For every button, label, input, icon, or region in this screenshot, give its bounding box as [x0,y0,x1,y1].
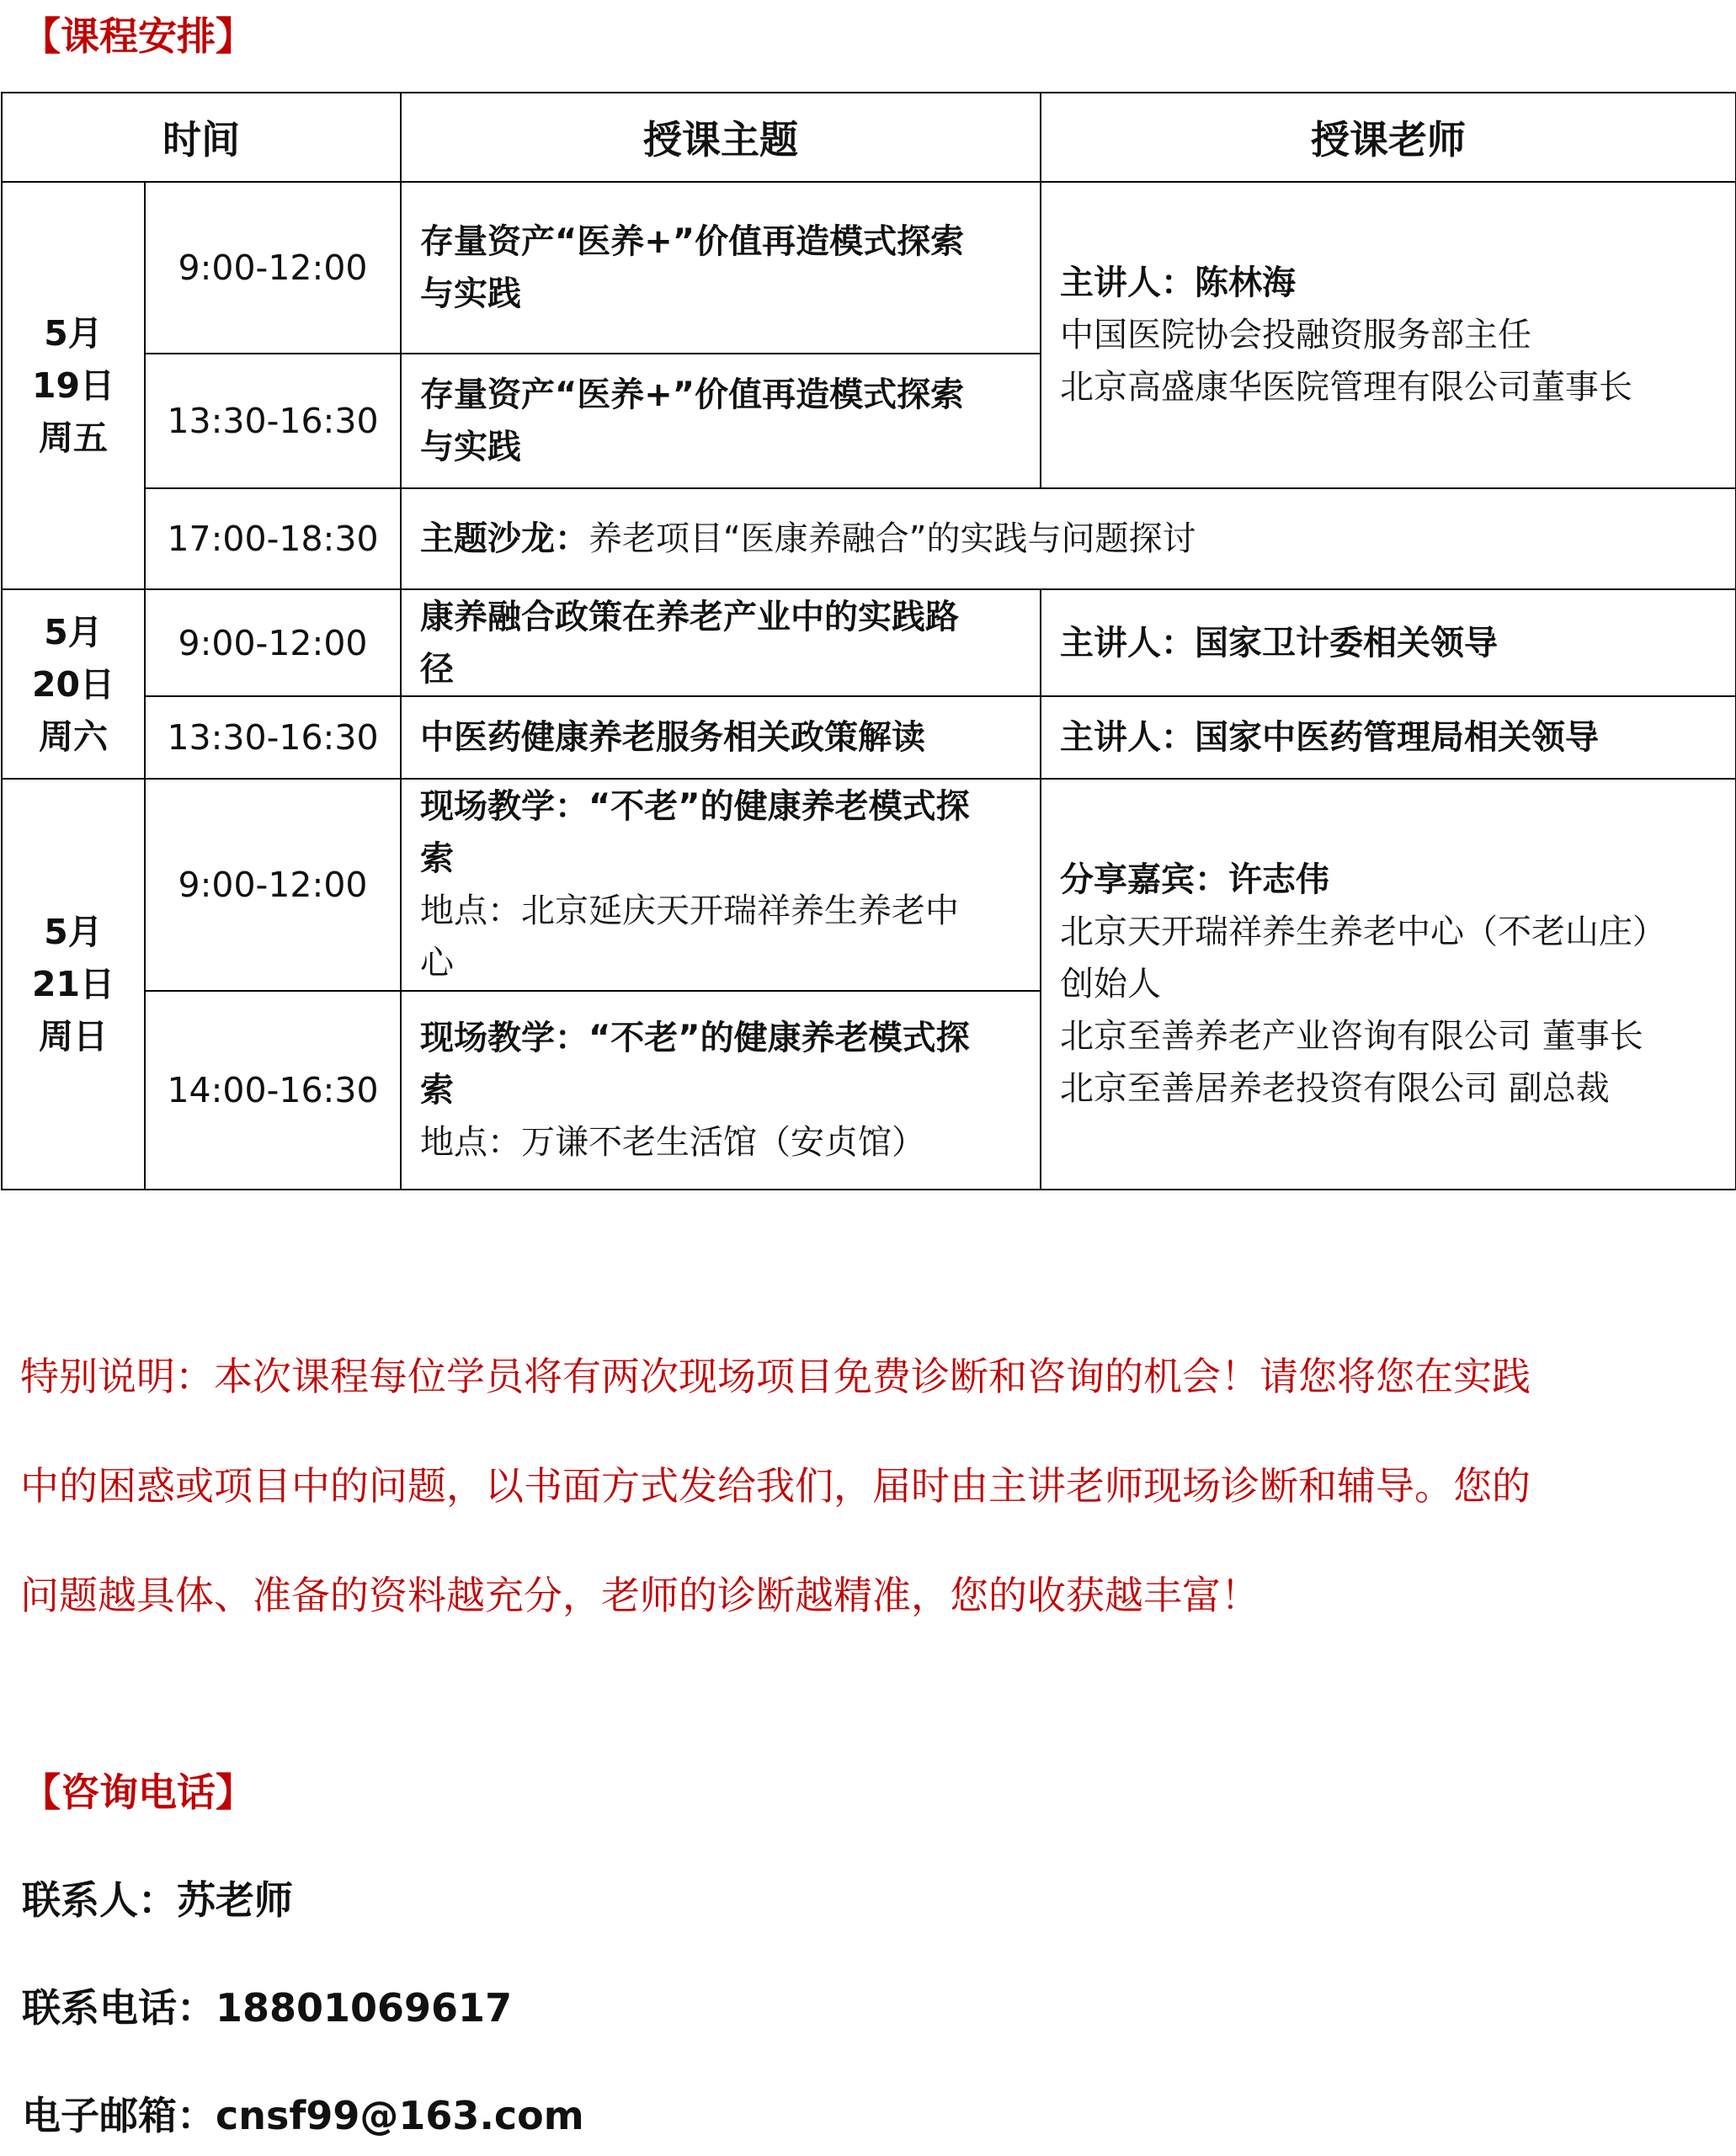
salon-topic-cell: 主题沙龙：养老项目“医康养融合”的实践与问题探讨 [401,488,1736,589]
table-row [2,488,1736,589]
date-cell-may-19: 5月 19日 周五 [2,182,145,589]
topic-cell: 现场教学：“不老”的健康养老模式探 索 地点：万谦不老生活馆（安贞馆） [401,991,1041,1190]
time-cell: 13:30-16:30 [145,354,401,488]
time-cell: 9:00-12:00 [145,589,401,696]
time-cell: 9:00-12:00 [145,182,401,354]
table-row [2,182,1736,354]
contact-person: 联系人：苏老师 [22,1877,293,1923]
course-schedule-table [1,92,1736,1190]
header-topic: 授课主题 [401,93,1041,182]
teacher-cell-chen-linhai: 主讲人：陈林海 中国医院协会投融资服务部主任 北京高盛康华医院管理有限公司董事长 [1041,182,1736,488]
table-row [2,696,1736,779]
table-row [2,589,1736,696]
topic-cell: 现场教学：“不老”的健康养老模式探 索 地点：北京延庆天开瑞祥养生养老中 心 [401,779,1041,991]
date-cell-may-21: 5月 21日 周日 [2,779,145,1190]
location-text: 地点：北京延庆天开瑞祥养生养老中 [420,892,959,930]
teacher-cell: 主讲人：国家卫计委相关领导 [1041,589,1736,696]
contact-section-title: 【咨询电话】 [22,1770,254,1815]
contact-phone: 联系电话：18801069617 [22,1985,513,2031]
time-cell: 9:00-12:00 [145,779,401,991]
topic-cell: 存量资产“医养+”价值再造模式探索 与实践 [401,182,1041,354]
time-cell: 14:00-16:30 [145,991,401,1190]
schedule-section-title: 【课程安排】 [22,13,254,59]
time-cell: 13:30-16:30 [145,696,401,779]
date-cell-may-20: 5月 20日 周六 [2,589,145,779]
teacher-cell-xu-zhiwei: 分享嘉宾：许志伟 北京天开瑞祥养生养老中心（不老山庄） 创始人 北京至善养老产业咨询有限公司 董事长 北京至善居养老投资有限公司 副总裁 [1041,779,1736,1190]
contact-email: 电子邮箱：cnsf99@163.com [22,2093,584,2138]
topic-cell: 中医药健康养老服务相关政策解读 [401,696,1041,779]
teacher-cell: 主讲人：国家中医药管理局相关领导 [1041,696,1736,779]
header-time: 时间 [2,93,401,182]
table-header-row [2,93,1736,182]
topic-cell: 康养融合政策在养老产业中的实践路 径 [401,589,1041,696]
table-row [2,779,1736,991]
header-teacher: 授课老师 [1041,93,1736,182]
location-text: 地点：万谦不老生活馆（安贞馆） [420,1123,925,1162]
special-note: 特别说明：本次课程每位学员将有两次现场项目免费诊断和咨询的机会！请您将您在实践 中的困惑或项目中的问题，以书面方式发给我们，届时由主讲老师现场诊断和辅导。您的 问题越具体、准备的资料越充分，老师的诊断越精准，您的收获越丰富！ [20,1354,1531,1618]
time-cell: 17:00-18:30 [145,488,401,589]
topic-cell: 存量资产“医养+”价值再造模式探索 与实践 [401,354,1041,488]
location-text: 心 [420,944,454,982]
